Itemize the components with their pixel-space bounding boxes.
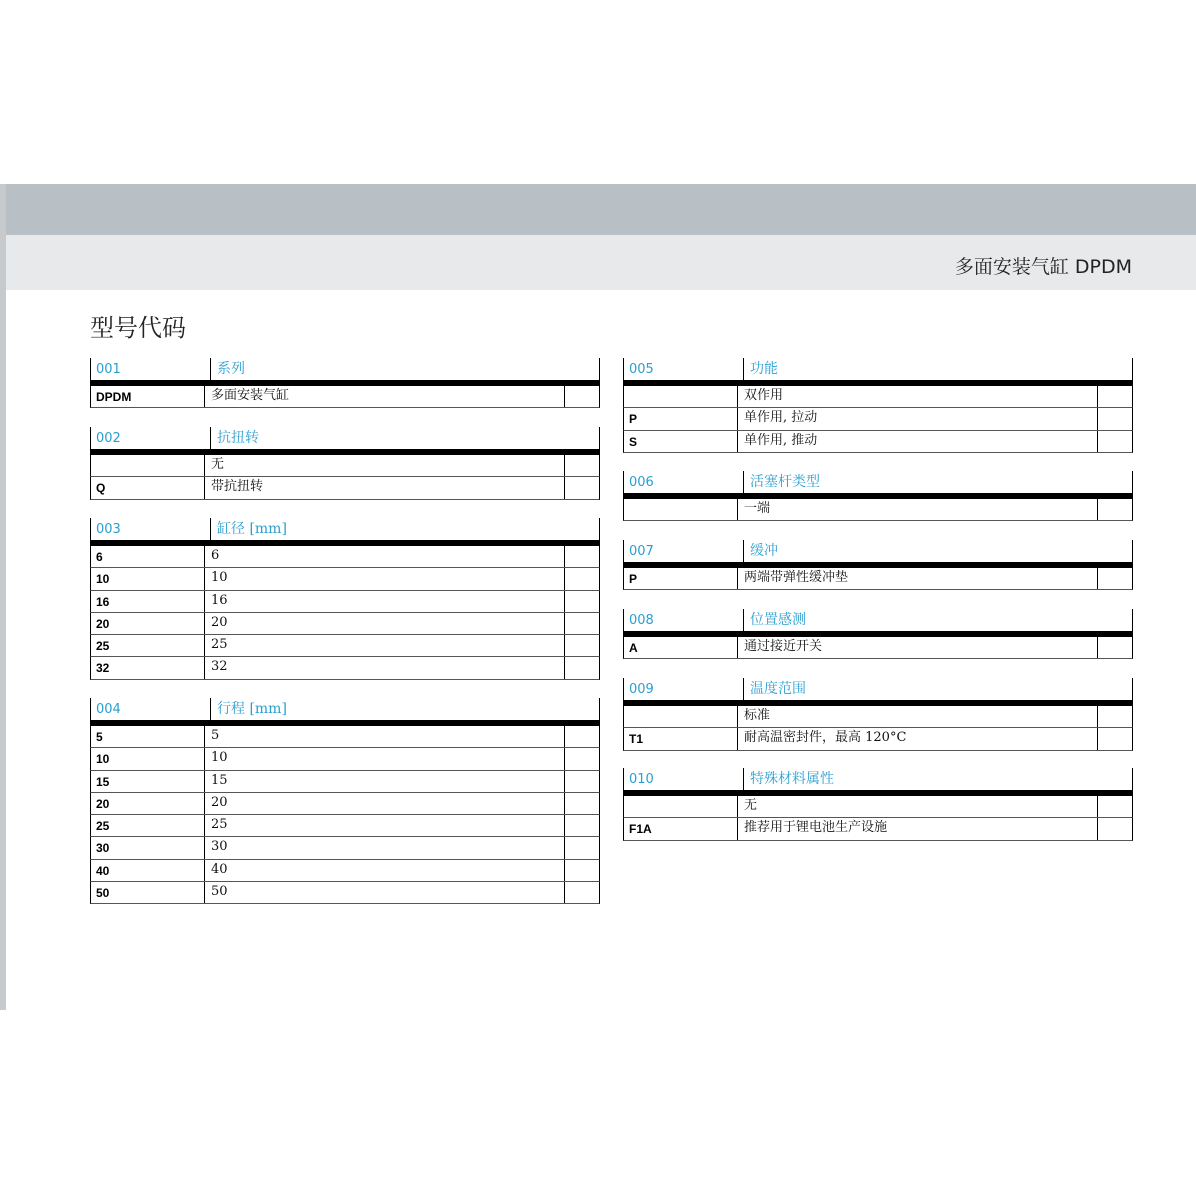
row-description: 20: [204, 793, 565, 814]
table-header: [623, 768, 1133, 790]
option-name: 缸径 [mm]: [210, 518, 287, 540]
row-description: 两端带弹性缓冲垫: [737, 568, 1098, 589]
row-code: 50: [96, 886, 110, 901]
option-code: 008: [629, 613, 654, 628]
table-row: [90, 815, 600, 837]
option-code: 004: [96, 702, 121, 717]
option-name: 活塞杆类型: [743, 471, 820, 493]
row-description: 通过接近开关: [737, 637, 1098, 658]
table-row: [90, 635, 600, 657]
row-description: 50: [204, 882, 565, 903]
row-code: F1A: [629, 822, 652, 837]
row-description: 一端: [737, 499, 1098, 520]
section-title: 型号代码: [90, 314, 186, 342]
table-header: [623, 471, 1133, 493]
row-description: 标准: [737, 706, 1098, 727]
row-description: 40: [204, 860, 565, 881]
table-row: [90, 748, 600, 770]
option-table-005: [623, 358, 1133, 453]
row-description: 32: [204, 657, 565, 678]
option-code: 001: [96, 362, 121, 377]
option-name: 特殊材料属性: [743, 768, 834, 790]
option-code: 007: [629, 544, 654, 559]
option-code: 003: [96, 522, 121, 537]
row-description: 无: [204, 455, 565, 476]
row-description: 15: [204, 771, 565, 792]
table-row: [90, 837, 600, 859]
row-code: A: [629, 641, 638, 655]
row-code: 15: [96, 774, 110, 789]
option-name: 系列: [210, 358, 245, 380]
option-name: 位置感测: [743, 609, 806, 631]
table-row: [623, 818, 1133, 840]
row-code: 6: [96, 550, 103, 564]
table-row: [90, 860, 600, 882]
row-description: 单作用, 推动: [737, 431, 1098, 452]
row-description: 10: [204, 748, 565, 769]
option-table-006: [623, 471, 1133, 521]
table-row: [90, 657, 600, 679]
row-code: 10: [96, 752, 110, 767]
row-description: 20: [204, 613, 565, 634]
row-description: 双作用: [737, 386, 1098, 407]
table-row: [623, 796, 1133, 818]
table-row: [90, 455, 600, 477]
option-table-003: [90, 518, 600, 680]
row-code: 25: [96, 639, 110, 654]
table-row: [623, 431, 1133, 453]
table-header: [623, 358, 1133, 380]
table-header: [623, 678, 1133, 700]
row-code: DPDM: [96, 390, 132, 404]
option-code: 009: [629, 682, 654, 697]
option-code: 006: [629, 475, 654, 490]
option-code: 002: [96, 431, 121, 446]
table-header: [90, 518, 600, 540]
row-code: P: [629, 412, 638, 427]
row-description: 6: [204, 546, 565, 567]
table-header: [623, 540, 1133, 562]
option-table-001: [90, 358, 600, 408]
row-description: 推荐用于锂电池生产设施: [737, 818, 1098, 839]
table-row: [90, 882, 600, 904]
option-name: 抗扭转: [210, 427, 259, 449]
row-code: 40: [96, 863, 110, 878]
row-code: T1: [629, 732, 644, 747]
table-row: [623, 728, 1133, 750]
row-description: 无: [737, 796, 1098, 817]
table-row: [623, 706, 1133, 728]
table-row: [90, 726, 600, 748]
option-table-004: [90, 698, 600, 904]
option-name: 温度范围: [743, 678, 806, 700]
row-description: 25: [204, 635, 565, 656]
table-header: [90, 698, 600, 720]
table-row: [90, 613, 600, 635]
row-code: P: [629, 572, 638, 586]
table-row: [623, 637, 1133, 659]
row-code: S: [629, 434, 638, 449]
row-code: 20: [96, 616, 110, 631]
option-code: 005: [629, 362, 654, 377]
row-description: 多面安装气缸: [204, 386, 565, 407]
row-code: 20: [96, 796, 110, 811]
row-code: 25: [96, 819, 110, 834]
option-table-010: [623, 768, 1133, 841]
option-name: 行程 [mm]: [210, 698, 287, 720]
document-title: 多面安装气缸 DPDM: [954, 256, 1132, 278]
option-table-002: [90, 427, 600, 500]
row-description: 5: [204, 726, 565, 747]
option-name: 功能: [743, 358, 778, 380]
row-code: Q: [96, 481, 106, 496]
row-code: 5: [96, 730, 103, 744]
table-row: [623, 408, 1133, 430]
option-table-009: [623, 678, 1133, 751]
header-band: [6, 184, 1196, 235]
table-row: [90, 568, 600, 590]
row-description: 16: [204, 591, 565, 612]
row-code: 32: [96, 661, 110, 676]
table-row: [90, 546, 600, 568]
row-description: 单作用, 拉动: [737, 408, 1098, 429]
option-name: 缓冲: [743, 540, 778, 562]
row-description: 10: [204, 568, 565, 589]
row-description: 30: [204, 837, 565, 858]
table-header: [90, 427, 600, 449]
row-description: 耐高温密封件，最高 120°C: [737, 728, 1098, 749]
table-row: [623, 499, 1133, 521]
table-row: [90, 793, 600, 815]
option-code: 010: [629, 772, 654, 787]
row-code: 16: [96, 594, 110, 609]
row-description: 带抗扭转: [204, 477, 565, 498]
row-description: 25: [204, 815, 565, 836]
table-row: [90, 477, 600, 499]
option-table-007: [623, 540, 1133, 590]
row-code: 10: [96, 572, 110, 587]
table-row: [90, 591, 600, 613]
option-table-008: [623, 609, 1133, 659]
table-row: [90, 771, 600, 793]
table-row: [623, 568, 1133, 590]
table-header: [623, 609, 1133, 631]
row-code: 30: [96, 841, 110, 856]
table-header: [90, 358, 600, 380]
table-row: [623, 386, 1133, 408]
table-row: [90, 386, 600, 408]
